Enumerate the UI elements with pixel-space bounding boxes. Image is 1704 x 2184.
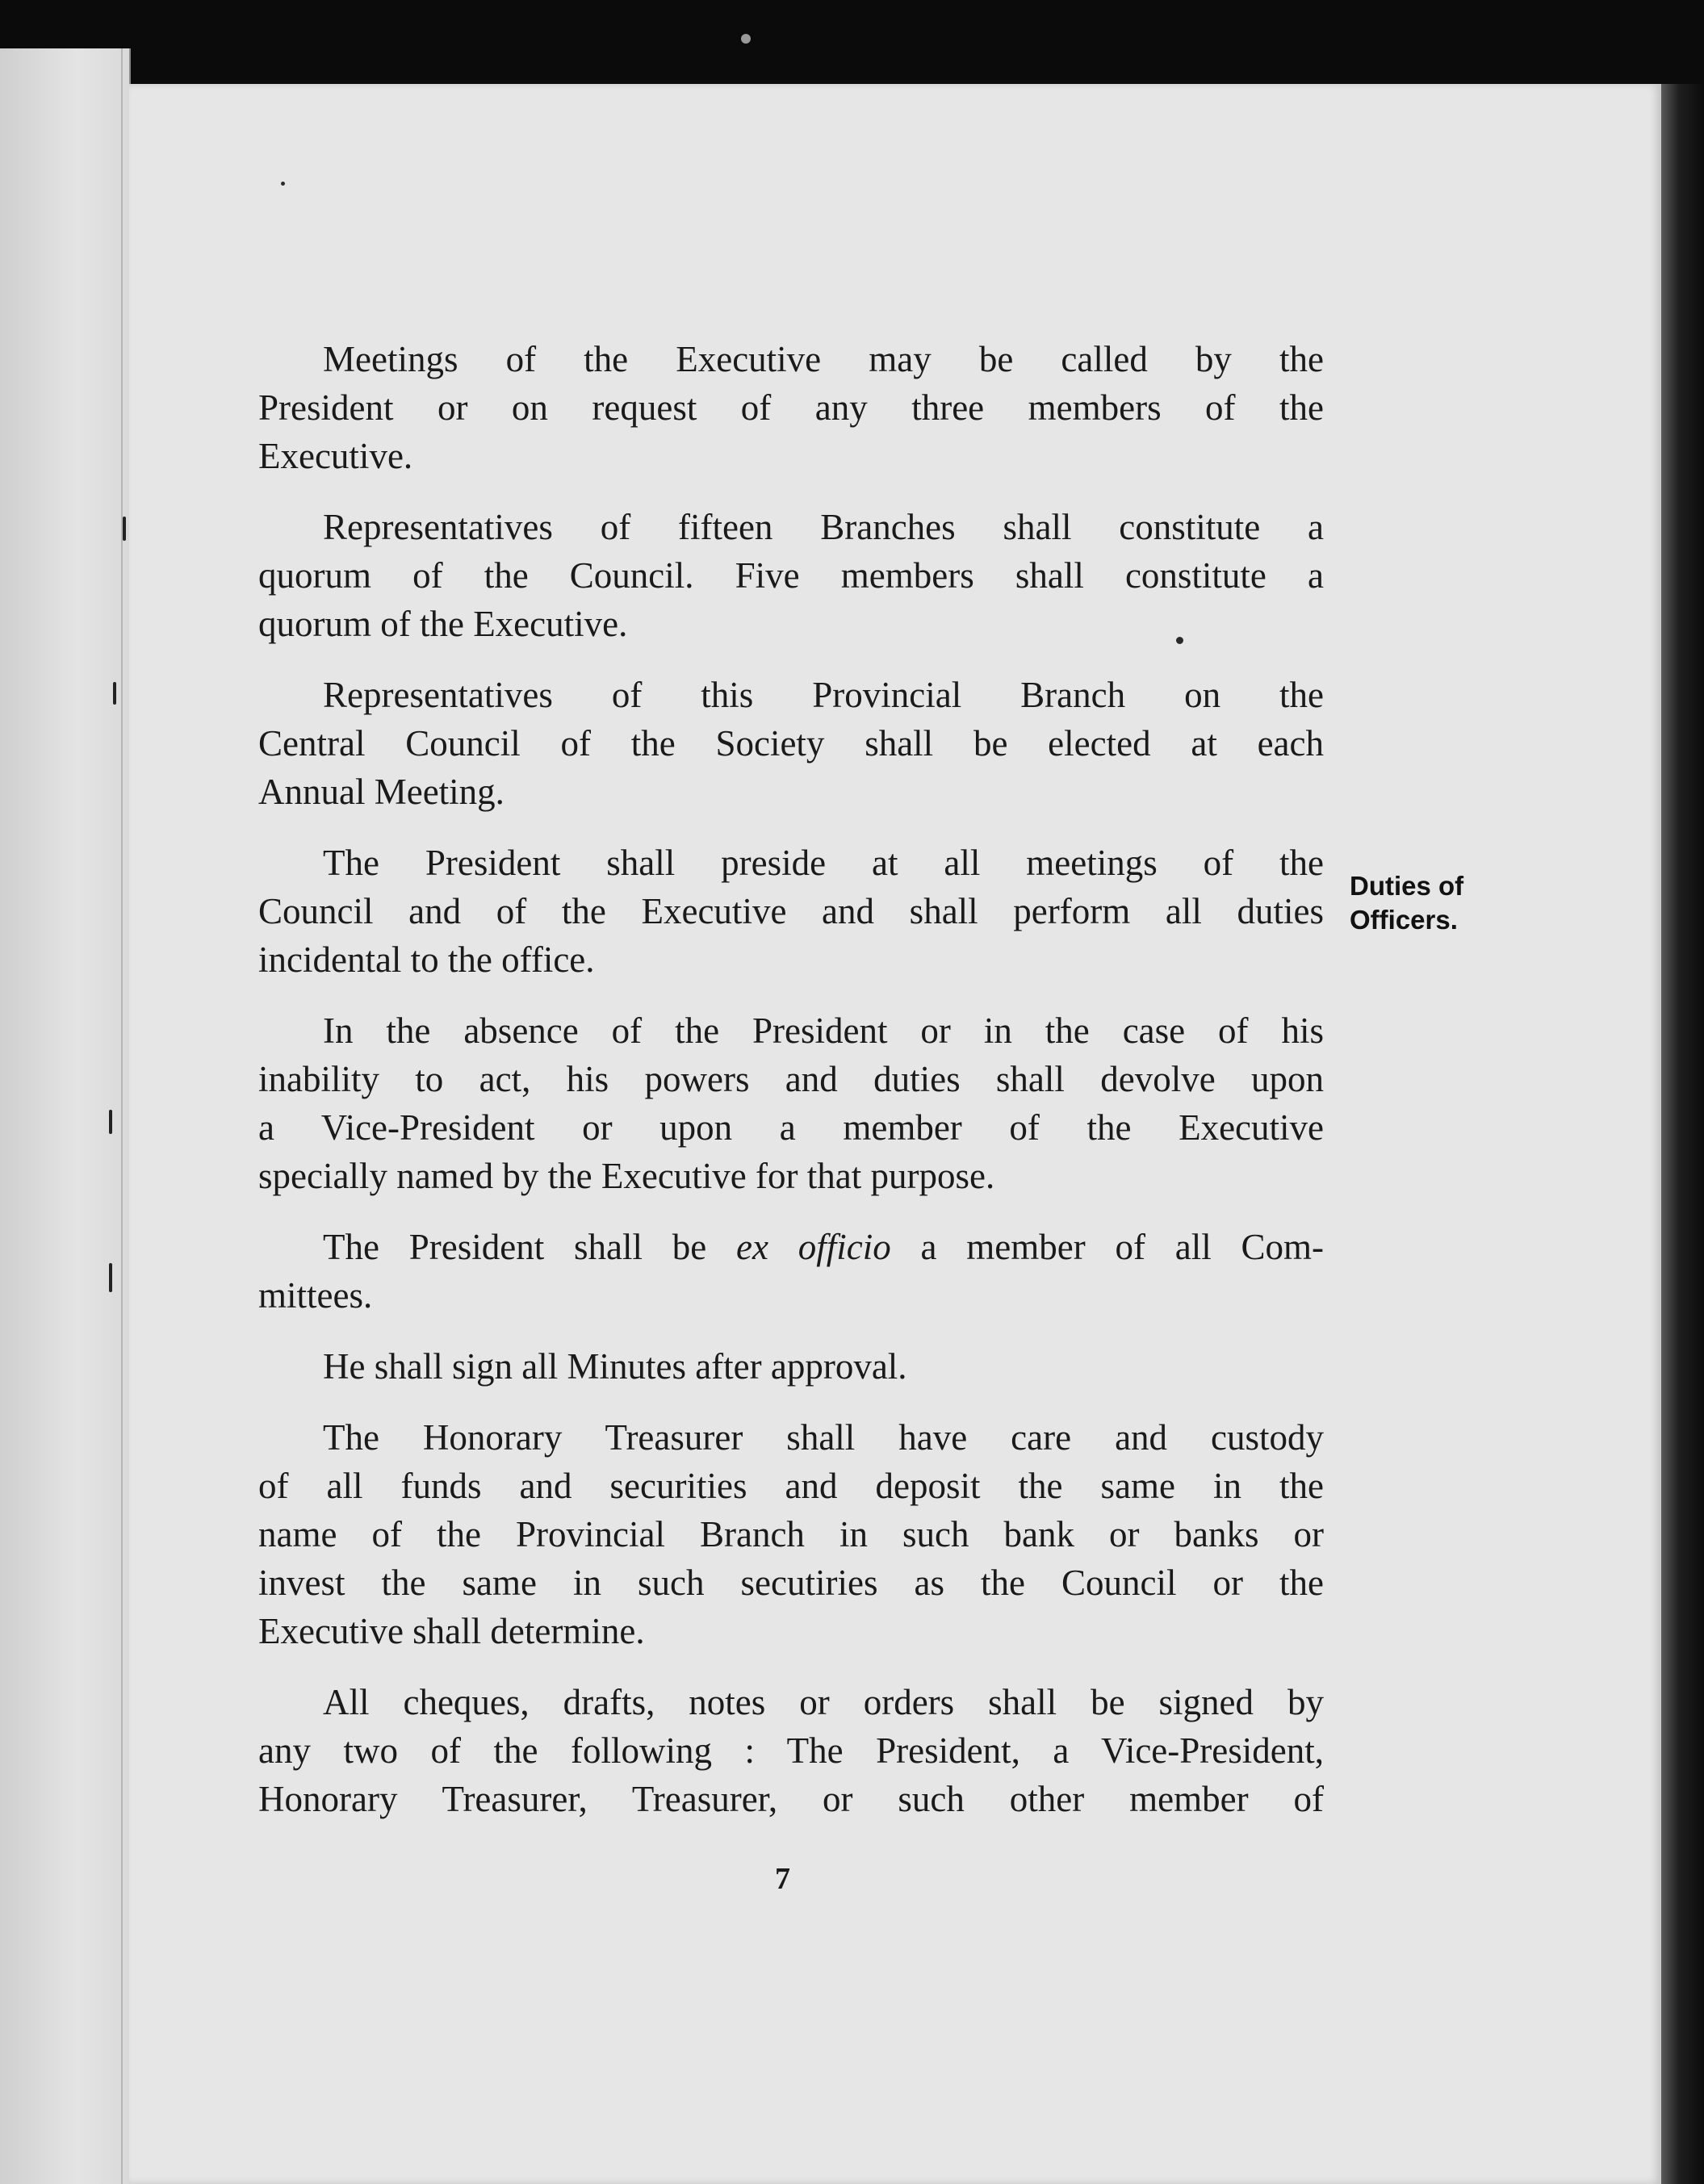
text-line: Central Council of the Society shall be elected at each <box>258 723 1324 764</box>
text-line: Annual Meeting. <box>258 772 505 812</box>
paragraph-executive-meetings <box>258 335 1324 480</box>
paragraph-sign-minutes <box>258 1342 1324 1391</box>
text-line: specially named by the Executive for that purpose. <box>258 1156 995 1196</box>
text-line: Executive. <box>258 436 413 476</box>
body-text <box>258 335 1324 1846</box>
text-line: Council and of the Executive and shall perform all duties <box>258 891 1324 931</box>
scan-speck <box>281 182 285 186</box>
margin-mark <box>109 1110 112 1134</box>
text-line: The President shall preside at all meetings of the <box>323 843 1324 883</box>
text-line: of all funds and securities and deposit the same in the <box>258 1466 1324 1506</box>
margin-note-duties <box>1350 869 1511 937</box>
paragraph-cheques <box>258 1678 1324 1823</box>
gutter-shadow-line <box>121 48 123 2184</box>
paragraph-quorum <box>258 503 1324 648</box>
paragraph-ex-officio <box>258 1223 1324 1320</box>
text-line: All cheques, drafts, notes or orders shall be signed by <box>323 1682 1324 1722</box>
text-line: quorum of the Executive. <box>258 604 628 644</box>
text-line: incidental to the office. <box>258 939 595 980</box>
text-line <box>258 1223 1324 1271</box>
text-line: Representatives of this Provincial Branch on the <box>323 675 1324 715</box>
text-line: mittees. <box>258 1275 373 1316</box>
text-line: quorum of the Council. Five members shall constitute a <box>258 555 1324 596</box>
text-line: President or on request of any three members of the <box>258 387 1324 428</box>
text-fragment: The President shall be <box>323 1227 737 1267</box>
margin-note-line: Duties of <box>1350 871 1464 901</box>
margin-note-line: Officers. <box>1350 905 1458 935</box>
text-line: The Honorary Treasurer shall have care and custody <box>323 1417 1324 1458</box>
text-line: Honorary Treasurer, Treasurer, or such other member of <box>258 1779 1324 1819</box>
text-line: Meetings of the Executive may be called by the <box>323 339 1324 379</box>
text-line: He shall sign all Minutes after approval. <box>323 1346 907 1387</box>
paragraph-president-presides <box>258 839 1324 984</box>
text-line: name of the Provincial Branch in such bank or banks or <box>258 1514 1324 1554</box>
page-number: 7 <box>775 1862 790 1896</box>
text-line: invest the same in such secutiries as the Council or the <box>258 1563 1324 1603</box>
text-line: any two of the following : The President, a Vice-President, <box>258 1730 1324 1771</box>
paragraph-president-absence <box>258 1006 1324 1200</box>
text-line: Representatives of fifteen Branches shall constitute a <box>323 507 1324 547</box>
text-line: In the absence of the President or in the case of his <box>323 1010 1324 1051</box>
margin-mark <box>109 1263 112 1292</box>
paragraph-representatives <box>258 671 1324 816</box>
text-line: inability to act, his powers and duties shall devolve upon <box>258 1059 1324 1099</box>
margin-mark <box>123 517 126 541</box>
text-fragment: a member of all Com- <box>890 1227 1324 1267</box>
italic-phrase: ex officio <box>736 1227 891 1267</box>
page-right-edge <box>1661 84 1704 2184</box>
scan-speck <box>741 34 751 44</box>
text-line: a Vice-President or upon a member of the Executive <box>258 1107 1324 1148</box>
paragraph-treasurer <box>258 1413 1324 1655</box>
margin-mark <box>113 682 116 705</box>
text-line: Executive shall determine. <box>258 1611 645 1651</box>
